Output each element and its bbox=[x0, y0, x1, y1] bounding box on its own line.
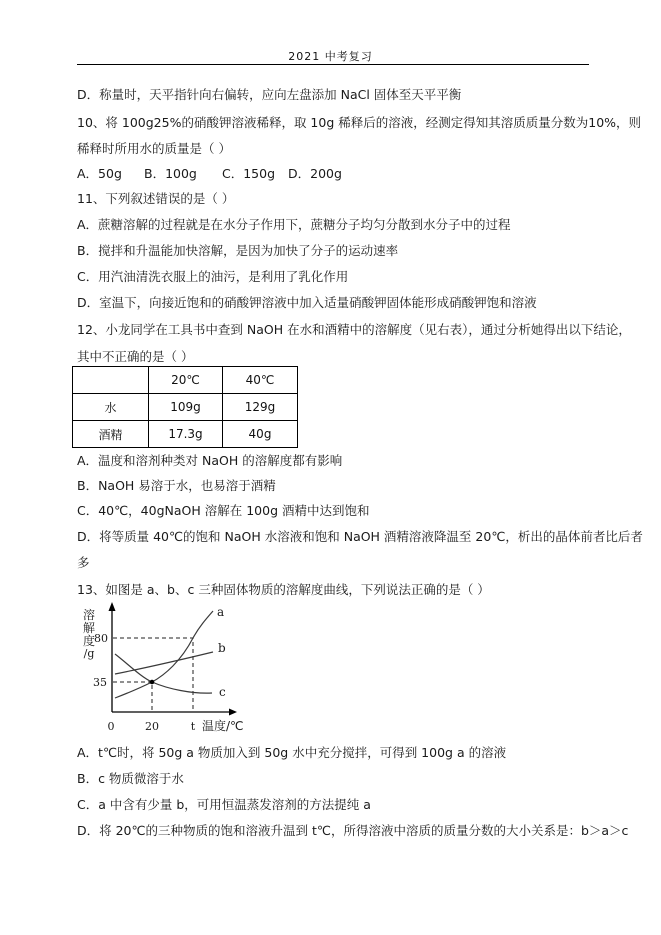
q12-stem-line2: 其中不正确的是（ ） bbox=[77, 349, 194, 364]
table-header-20c: 20℃ bbox=[149, 367, 223, 394]
x-axis-title: 温度/℃ bbox=[202, 719, 244, 733]
q11-stem: 11、下列叙述错误的是（ ） bbox=[77, 191, 235, 206]
q10-option-a: A．50g bbox=[77, 166, 122, 181]
q13-option-a: A．t℃时，将 50g a 物质加入到 50g 水中充分搅拌，可得到 100g a 的溶液 bbox=[77, 745, 507, 760]
y-axis-title-unit: /g bbox=[83, 647, 95, 660]
table-cell-alcohol-label: 酒精 bbox=[73, 421, 149, 448]
y-axis-title-char1: 溶 bbox=[82, 608, 96, 622]
curve-b bbox=[115, 652, 213, 674]
q11-option-d: D．室温下，向接近饱和的硝酸钾溶液中加入适量硝酸钾固体能形成硝酸钾饱和溶液 bbox=[77, 295, 537, 310]
q12-option-d-line2: 多 bbox=[77, 555, 90, 570]
y-tick-35: 35 bbox=[93, 676, 107, 689]
q12-stem-line1: 12、小龙同学在工具书中查到 NaOH 在水和酒精中的溶解度（见右表），通过分析她得出以下结论， bbox=[77, 322, 631, 337]
dashed-guide-80-at-t bbox=[113, 638, 193, 712]
q12-option-a: A．温度和溶剂种类对 NaOH 的溶解度都有影响 bbox=[77, 453, 343, 468]
y-axis-title-char2: 解 bbox=[82, 621, 96, 635]
q9-option-d: D．称量时，天平指针向右偏转，应向左盘添加 NaCl 固体至天平平衡 bbox=[77, 87, 462, 102]
table-cell-alcohol-20c: 17.3g bbox=[149, 421, 223, 448]
table-header-blank bbox=[73, 367, 149, 394]
table-header-40c: 40℃ bbox=[223, 367, 298, 394]
curve-c bbox=[115, 654, 212, 693]
table-cell-water-label: 水 bbox=[73, 394, 149, 421]
q13-option-d: D．将 20℃的三种物质的饱和溶液升温到 t℃，所得溶液中溶质的质量分数的大小关系是：b＞a＞c bbox=[77, 823, 629, 838]
q13-stem: 13、如图是 a、b、c 三种固体物质的溶解度曲线，下列说法正确的是（ ） bbox=[77, 582, 490, 597]
q12-option-d-line1: D．将等质量 40℃的饱和 NaOH 水溶液和饱和 NaOH 酒精溶液降温至 20℃，析出的晶体前者比后者 bbox=[77, 529, 643, 544]
document-title: 2021 中考复习 bbox=[288, 50, 373, 63]
curve-a-label: a bbox=[217, 605, 225, 619]
x-tick-t: t bbox=[190, 720, 196, 733]
header-divider bbox=[77, 64, 589, 65]
q12-option-c: C．40℃，40gNaOH 溶解在 100g 酒精中达到饱和 bbox=[77, 503, 370, 518]
q13-option-b: B．c 物质微溶于水 bbox=[77, 771, 184, 786]
q12-option-b: B．NaOH 易溶于水，也易溶于酒精 bbox=[77, 478, 276, 493]
x-axis-arrow-icon bbox=[229, 709, 237, 716]
q10-option-c: C．150g bbox=[222, 166, 276, 181]
y-axis-arrow-icon bbox=[109, 602, 116, 611]
y-axis-title-char3: 度 bbox=[82, 634, 96, 648]
q11-option-a: A．蔗糖溶解的过程就是在水分子作用下，蔗糖分子均匀分散到水分子中的过程 bbox=[77, 217, 511, 232]
x-tick-0: 0 bbox=[107, 720, 115, 733]
solubility-table bbox=[72, 366, 298, 448]
intersection-dot bbox=[150, 680, 155, 685]
q11-option-c: C．用汽油清洗衣服上的油污，是利用了乳化作用 bbox=[77, 269, 349, 284]
curve-b-label: b bbox=[218, 641, 226, 655]
table-header-row bbox=[73, 367, 298, 394]
q10-option-b: B．100g bbox=[144, 166, 197, 181]
q10-stem-line2: 稀释时所用水的质量是（ ） bbox=[77, 141, 231, 156]
q10-option-d: D．200g bbox=[288, 166, 342, 181]
table-row-water bbox=[73, 394, 298, 421]
table-cell-alcohol-40c: 40g bbox=[223, 421, 298, 448]
table-cell-water-20c: 109g bbox=[149, 394, 223, 421]
table-cell-water-40c: 129g bbox=[223, 394, 298, 421]
table-row-alcohol bbox=[73, 421, 298, 448]
solubility-curve-chart bbox=[75, 600, 245, 738]
q11-option-b: B．搅拌和升温能加快溶解，是因为加快了分子的运动速率 bbox=[77, 243, 399, 258]
q13-option-c: C．a 中含有少量 b，可用恒温蒸发溶剂的方法提纯 a bbox=[77, 797, 371, 812]
x-tick-20: 20 bbox=[145, 720, 159, 733]
y-tick-80: 80 bbox=[94, 632, 108, 645]
curve-a bbox=[115, 611, 213, 698]
q10-stem-line1: 10、将 100g25%的硝酸钾溶液稀释，取 10g 稀释后的溶液，经测定得知其溶质质量分数为10%，则 bbox=[77, 115, 642, 130]
curve-c-label: c bbox=[219, 685, 226, 699]
